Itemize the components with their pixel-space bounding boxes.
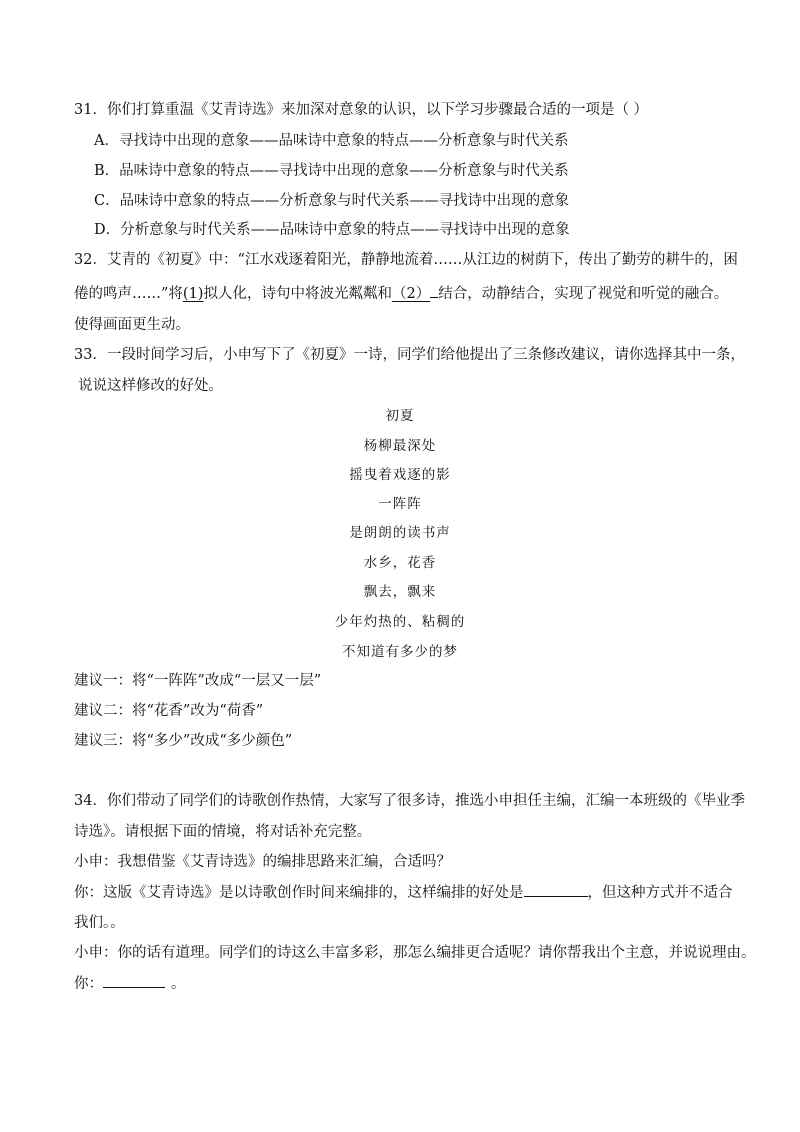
poem-line: 摇曳着戏逐的影 — [349, 467, 451, 483]
suggestion-2: 建议二：将“花香”改为“荷香” — [74, 703, 264, 719]
answer-blank-2[interactable] — [103, 973, 165, 988]
poem-line: 少年灼热的、粘稠的 — [334, 614, 466, 630]
q32-text-b: 拟人化，诗句中将波光粼粼和 — [203, 286, 392, 302]
q34-line-3: 小申：我想借鉴《艾青诗选》的编排思路来汇编，合适吗？ — [74, 854, 451, 870]
poem-line: 杨柳最深处 — [363, 438, 437, 454]
q34-text-b: ，但这种方式并不适合 — [587, 885, 733, 901]
poem-line: 不知道有多少的梦 — [342, 644, 458, 660]
q34-line-5: 我们。。 — [74, 915, 125, 931]
q31-option-d: D．分析意象与时代关系——品味诗中意象的特点——寻找诗中出现的意象 — [94, 222, 570, 238]
q32-line-1: 32．艾青的《初夏》中：“江水戏逐着阳光，静静地流着……从江边的树荫下，传出了勤劳的耕牛的，困 — [74, 252, 738, 268]
q34-line-2: 诗选》。请根据下面的情境，将对话补充完整。 — [74, 824, 372, 840]
suggestion-3: 建议三：将“多少”改成“多少颜色” — [74, 733, 293, 749]
q34-line-4 — [74, 882, 733, 903]
poem-title: 初夏 — [385, 408, 415, 424]
poem-line: 飘去，飘来 — [363, 584, 437, 600]
q32-blank-2-tail — [430, 283, 438, 298]
q33-line-2: 说说这样修改的好处。 — [78, 378, 223, 394]
q31-option-b: B．品味诗中意象的特点——寻找诗中出现的意象——分析意象与时代关系 — [94, 163, 569, 179]
q31-option-a: A．寻找诗中出现的意象——品味诗中意象的特点——分析意象与时代关系 — [94, 133, 569, 149]
poem-line: 是朗朗的读书声 — [349, 525, 451, 541]
q33-line-1: 33．一段时间学习后，小申写下了《初夏》一诗，同学们给他提出了三条修改建议，请你选择其中一条， — [74, 347, 745, 363]
q34-text-you: 你： — [74, 976, 103, 992]
poem-line: 一阵阵 — [378, 496, 422, 512]
q32-blank-1: (1) — [182, 286, 204, 302]
q34-line-7 — [74, 973, 186, 994]
q32-line-3: 使得画面更生动。 — [74, 317, 190, 333]
q34-end-period: 。 — [171, 976, 186, 992]
q32-line-2 — [74, 283, 728, 304]
answer-blank-1[interactable] — [524, 882, 588, 897]
q34-text-a: 你：这版《艾青诗选》是以诗歌创作时间来编排的，这样编排的好处是 — [74, 885, 524, 901]
q32-text-a: 倦的鸣声……”将 — [74, 286, 183, 302]
q34-line-1: 34．你们带动了同学们的诗歌创作热情，大家写了很多诗，推选小申担任主编，汇编一本班级的《毕业季 — [74, 793, 745, 809]
q32-text-c: 结合，动静结合，实现了视觉和听觉的融合。 — [438, 286, 729, 302]
suggestion-1: 建议一：将“一阵阵”改成“一层又一层” — [74, 673, 322, 689]
poem-line: 水乡，花香 — [363, 555, 437, 571]
q34-line-6: 小申：你的话有道理。同学们的诗这么丰富多彩，那怎么编排更合适呢？请你帮我出个主意，并说说理由。 — [74, 945, 756, 961]
q31-option-c: C．品味诗中意象的特点——分析意象与时代关系——寻找诗中出现的意象 — [94, 193, 570, 209]
q31-stem: 31．你们打算重温《艾青诗选》来加深对意象的认识，以下学习步骤最合适的一项是（ ） — [74, 102, 649, 118]
q32-blank-2: （2） — [391, 286, 431, 302]
